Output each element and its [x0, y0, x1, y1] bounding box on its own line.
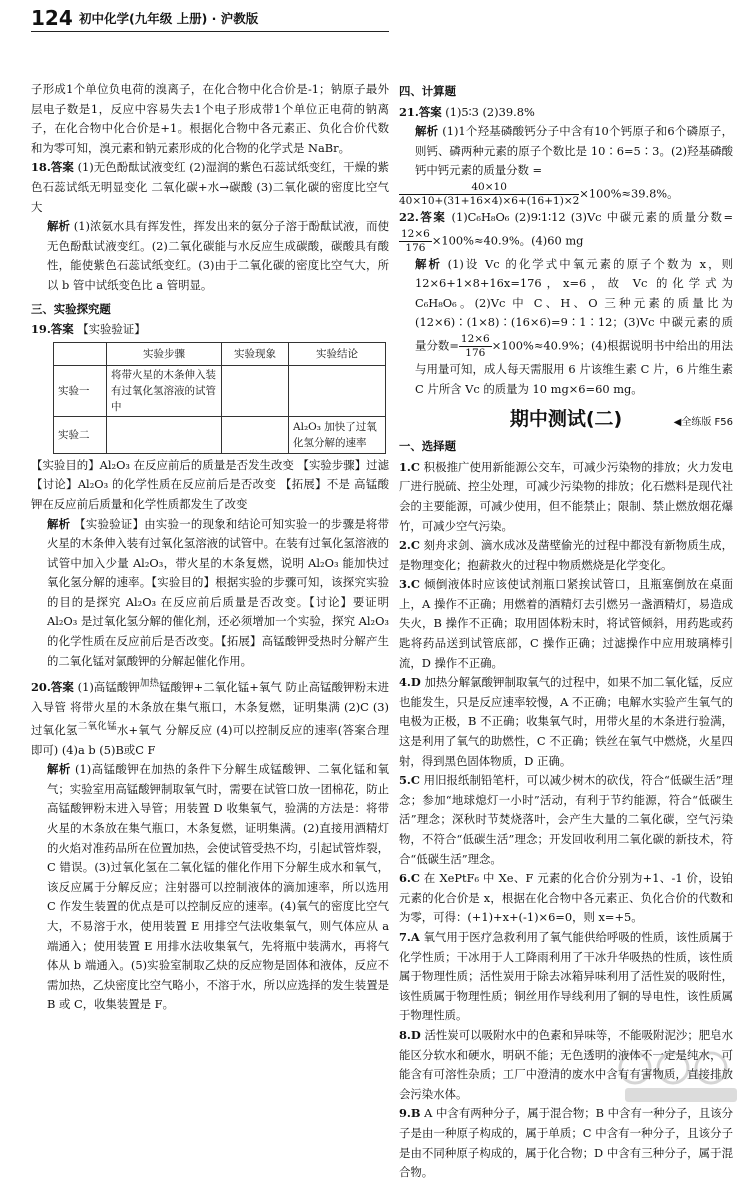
table-header-row — [54, 342, 386, 365]
answer-label: 答案 — [50, 680, 74, 695]
q18-analysis — [31, 217, 389, 295]
row-step — [107, 416, 222, 453]
q20-answer-a: (1)高锰酸钾 — [77, 680, 140, 695]
item-number: 4.D — [399, 675, 421, 690]
item-number: 5.C — [399, 773, 420, 788]
reaction-condition: 二氧化锰 — [77, 721, 117, 733]
analysis-label: 解析 — [415, 256, 442, 271]
item-text: 活性炭可以吸附水中的色素和异味等，不能吸附泥沙；肥皂水能区分软水和硬水，明矾不能；无色透明的液体不一定是纯水，可能含有可溶性杂质；工厂中澄清的废水中含有有害物质，直接排放会污染水体。 — [399, 1027, 733, 1101]
q21-number: 21. — [399, 104, 419, 119]
fraction-numerator: 12×6 — [460, 332, 490, 345]
q20-analysis — [31, 760, 389, 1015]
exam-title — [399, 405, 733, 433]
list-item — [399, 673, 733, 771]
q22-analysis — [399, 255, 733, 400]
analysis-label: 解析 — [47, 516, 71, 531]
formula-tail: ×100%≈ — [491, 338, 544, 353]
page-header — [31, 6, 731, 34]
reaction-condition: 加热 — [139, 678, 160, 690]
q20-number: 20. — [31, 680, 51, 695]
item-number: 3.C — [399, 577, 420, 592]
q21-answer — [399, 103, 733, 123]
row-conclusion: Al₂O₃ 加快了过氧化氢分解的速率 — [289, 416, 386, 453]
item-number: 1.C — [399, 459, 420, 474]
q20-answer-b: 锰酸钾+二氧化锰+氧气 防止高锰酸钾粉末进入导管 将带火星的木条放在集气瓶口，木条复燃，证明集满 (2)C (3)过氧化氢 — [31, 680, 389, 738]
q21-analysis — [399, 122, 733, 181]
list-item — [399, 458, 733, 536]
section-1-heading: 一、选择题 — [399, 439, 456, 454]
row-phenomenon — [222, 416, 289, 453]
list-item — [399, 771, 733, 869]
q18-number: 18. — [31, 160, 51, 175]
formula-tail: ×100%≈39.8%。 — [579, 186, 679, 201]
q21-analysis-text: (1)1个羟基磷酸钙分子中含有10个钙原子和6个磷原子，则钙、磷两种元素的原子个数比是 10∶6=5∶3。(2)羟基磷酸钙中钙元素的质量分数 = — [415, 124, 733, 178]
fraction-numerator: 12×6 — [401, 227, 430, 240]
item-number: 6.C — [399, 871, 420, 886]
answer-label: 答案 — [50, 160, 74, 175]
fraction-denominator: 176 — [405, 241, 426, 254]
item-text: 积极推广使用新能源公交车，可减少污染物的排放；火力发电厂进行脱硫、控尘处理，可减少污染物的排放；化石燃料是现代社会的主要能源，可减少使用，但不能禁止；限制、禁止燃放烟花爆竹，可减少空气污染。 — [399, 459, 733, 533]
watermark-logo — [615, 1048, 747, 1106]
q20-answer — [31, 674, 389, 760]
item-text: 倾倒液体时应该使试剂瓶口紧挨试管口，且瓶塞倒放在桌面上，A 操作不正确；用燃着的酒精灯去引燃另一盏酒精灯，易造成失火，B 操作不正确；取用固体粉末时，将试管倾斜，用药匙或药匙将药品送到试管底部，C 操作正确；过滤操作中应用玻璃棒引流，D 操作不正确。 — [399, 577, 733, 670]
table-header-cell: 实验步骤 — [107, 342, 222, 365]
section-4-heading: 四、计算题 — [399, 84, 456, 98]
list-item — [399, 1104, 733, 1182]
book-title: 初中化学(九年级 上册) · 沪教版 — [79, 11, 259, 26]
fraction — [399, 228, 432, 255]
q19-analysis — [31, 515, 389, 672]
fraction-denominator: 176 — [465, 346, 486, 359]
q18-analysis-text: (1)浓氨水具有挥发性，挥发出来的氨分子溶于酚酞试液，而使无色酚酞试液变红。(2)二氧化碳能与水反应生成碳酸，碳酸具有酸性，能使紫色石蕊试纸变红。(3)由于二氧化碳的密度比空气大，所以 b 管中试纸变色比 a 管明显。 — [47, 219, 389, 292]
q22-analysis-text: (1)设 Vc 的化学式中氧元素的原子个数为 x，则 12×6+1×8+16x=176，x=6，故 Vc 的化学式为 C₆H₈O₆。(2)Vc 中 C、H、O 三种元素的质量比为(12×6)∶(1×8)∶(16×6)=9∶1∶12；(3)Vc 中碳元素的质量分数= — [415, 256, 733, 353]
item-text: 刻舟求剑、滴水成冰及凿壁偷光的过程中都没有新物质生成，是物理变化；抱薪救火的过程中物质燃烧是化学变化。 — [399, 538, 733, 572]
answer-label: 答案 — [418, 209, 447, 224]
item-number: 9.B — [399, 1106, 421, 1121]
item-number: 2.C — [399, 538, 420, 553]
item-text: 加热分解氯酸钾制取氧气的过程中，如果不加二氧化锰，反应也能发生，只是反应速率较慢，A 不正确；电解水实验产生氧气的电极为正极，B 不正确；收集氧气时，用带火星的木条进行验满，这是利用了氧气的助燃性，C 不正确；铁丝在氧气中燃烧，火星四射，得到黑色固体物质，D 正确。 — [399, 675, 733, 768]
q21-formula — [399, 181, 733, 208]
fraction-numerator: 40×10 — [399, 181, 579, 195]
analysis-label: 解析 — [47, 762, 71, 777]
experiment-table — [53, 342, 386, 454]
item-number: 8.D — [399, 1027, 421, 1042]
item-text: 在 XePtF₆ 中 Xe、F 元素的化合价分别为+1、-1 价，设铂元素的化合价是 x，根据在化合物中各元素正、负化合价的代数和为零，可得：(+1)+x+(-1)×6=0，则 x=+5。 — [399, 871, 733, 925]
item-text: A 中含有两种分子，属于混合物；B 中含有一种分子，且该分子是由一种原子构成的，属于单质；C 中含有一种分子，且该分子是由不同种原子构成的，属于化合物；D 中含有三种分子，属于混合物。 — [399, 1106, 734, 1180]
list-item — [399, 928, 733, 1026]
right-column — [399, 82, 733, 1183]
exam-reference: ◀全练版 F56 — [673, 417, 733, 429]
q18-answer-text: (1)无色酚酞试液变红 (2)湿润的紫色石蕊试纸变红，干燥的紫色石蕊试纸无明显变化 二氧化碳+水→碳酸 (3)二氧化碳的密度比空气大 — [31, 160, 389, 214]
section-3-heading: 三、实验探究题 — [31, 301, 111, 316]
q22-answer-text: (1)C₆H₈O₆ (2)9∶1∶12 (3)Vc 中碳元素的质量分数= — [451, 209, 733, 224]
fraction — [459, 333, 492, 360]
formula-tail: ×100%≈40.9%。(4)60 mg — [431, 233, 584, 248]
q19-analysis-text: 【实验验证】由实验一的现象和结论可知实验一的步骤是将带火星的木条伸入装有过氧化氢溶液的试管中。在装有过氧化氢溶液的试管中加入少量 Al₂O₃，带火星的木条复燃，说明 Al₂O₃ 能加快过氧化氢分解的速率。【实验目的】根据实验的步骤可知，该探究实验的目的是探究 Al₂O₃ 在反应前后质量是否改变。【讨论】要证明 Al₂O₃ 是过氧化氢分解的催化剂，还必须增加一个实验，探究 Al₂O₃ 的化学性质在反应前后是否改变。【拓展】高锰酸钾受热时分解产生的二氧化锰对氯酸钾的分解起催化作用。 — [47, 516, 389, 668]
exam-title-text: 期中测试(二) — [509, 408, 623, 431]
q21-answer-text: (1)5∶3 (2)39.8% — [445, 104, 535, 119]
q19-tag: 【实验验证】 — [77, 322, 146, 337]
q18-answer — [31, 158, 389, 217]
q19-answer-rest: 【实验目的】Al₂O₃ 在反应前后的质量是否发生改变 【实验步骤】过滤 【讨论】Al₂O₃ 的化学性质在反应前后是否改变 【拓展】不是 高锰酸钾在反应前后质量和化学性质都发生了改变 — [31, 457, 389, 511]
item-text: 氧气用于医疗急救利用了氧气能供给呼吸的性质，该性质属于化学性质；干冰用于人工降雨利用了干冰升华吸热的性质，该性质属于物理性质；活性炭用于除去冰箱异味利用了活性炭的吸附性，该性质属于物理性质；铜丝用作导线利用了铜的导电性，该性质属于物理性质。 — [399, 929, 733, 1023]
row-name: 实验一 — [54, 365, 107, 416]
table-row — [54, 416, 386, 453]
row-name: 实验二 — [54, 416, 107, 453]
table-header-cell — [54, 342, 107, 365]
analysis-label: 解析 — [47, 219, 71, 234]
table-row — [54, 365, 386, 416]
list-item — [399, 869, 733, 928]
q22-answer — [399, 208, 733, 255]
q22-analysis-text-b: 40.9%；(4)根据说明书中给出的用法与用量可知，成人每天需服用 6 片该维生素 C 片，6 片维生素 C 片所含 Vc 的质量为 10 mg×6=60 mg。 — [415, 338, 734, 396]
analysis-label: 解析 — [415, 124, 439, 139]
item-text: 用旧报纸制铅笔杆，可以减少树木的砍伐，符合“低碳生活”理念；参加“地球熄灯一小时”活动，有利于节约能源，符合“低碳生活”理念；深秋时节焚烧落叶，会产生大量的二氧化碳，空气污染物，不符合“低碳生活”理念；开发回收利用二氧化碳的新技术，符合“低碳生活”理念。 — [399, 773, 733, 866]
q19-number: 19. — [31, 322, 51, 337]
q20-analysis-text: (1)高锰酸钾在加热的条件下分解生成锰酸钾、二氧化锰和氧气；实验室用高锰酸钾制取氧气时，需要在试管口放一团棉花，防止高锰酸钾粉末进入导管；用装置 D 收集氧气，验满的方法是：将带火星的木条放在集气瓶口，木条复燃，证明集满。(2)直接用酒精灯的火焰对准药品所在位置加热，会使试管受热不均，引起试管炸裂，C 错误。(3)过氧化氢在二氧化锰的催化作用下分解生成水和氧气，该反应属于分解反应；注射器可以控制液体的滴加速率，所以选用 C 作发生装置的优点是可以控制反应的速率。(4)氧气的密度比空气大，不易溶于水，使用装置 E 用排空气法收集氧气，则气体应从 a 端通入；使用装置 E 用排水法收集氧气，先将瓶中装满水，再将气体从 b 端通入。(5)实验室制取乙炔的反应物是固体和液体，反应不需加热，乙炔密度比空气略小，不溶于水，所以应选择的发生装置是 B 或 C，收集装置是 F。 — [47, 762, 390, 1012]
fraction-denominator: 40×10+(31+16×4)×6+(16+1)×2 — [399, 194, 580, 207]
answer-label: 答案 — [50, 322, 74, 337]
row-conclusion — [289, 365, 386, 416]
left-column — [31, 80, 389, 1015]
row-phenomenon — [222, 365, 289, 416]
list-item — [399, 536, 733, 575]
list-item — [399, 575, 733, 673]
answer-label: 答案 — [418, 104, 442, 119]
table-header-cell: 实验现象 — [222, 342, 289, 365]
q19-answer — [31, 320, 389, 340]
header-rule — [31, 31, 389, 32]
fraction — [399, 181, 579, 208]
page-number: 124 — [31, 6, 73, 30]
q17-continuation: 子形成1个单位负电荷的溴离子，在化合物中化合价是-1；钠原子最外层电子数是1，反应中容易失去1个电子形成带1个单位正电荷的钠离子，在化合物中化合价是+1。根据化合物中各元素正、负化合价代数和为零可知，溴元素和钠元素形成的化合物的化学式是 NaBr。 — [31, 82, 389, 155]
table-header-cell: 实验结论 — [289, 342, 386, 365]
row-step: 将带火星的木条伸入装有过氧化氢溶液的试管中 — [107, 365, 222, 416]
item-number: 7.A — [399, 929, 420, 944]
q20-answer-c: 水+氧气 分解反应 (4)可以控制反应的速率(答案合理即可) (4)a b (5)B或C F — [31, 723, 389, 757]
q22-number: 22. — [399, 209, 419, 224]
